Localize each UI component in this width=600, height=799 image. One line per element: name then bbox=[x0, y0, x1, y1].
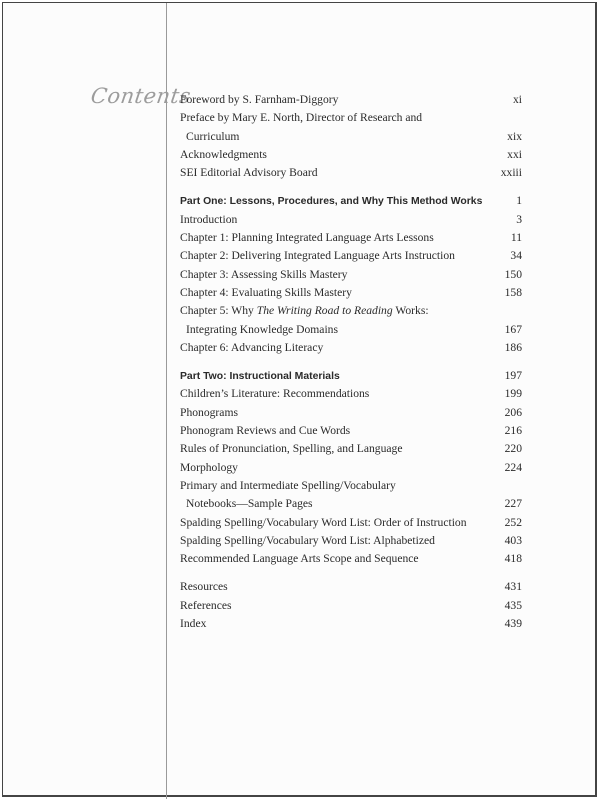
part-heading bbox=[180, 192, 522, 210]
entry-page: 435 bbox=[504, 598, 522, 612]
entry-title: Children’s Literature: Recommendations bbox=[180, 387, 370, 401]
entry-page: 206 bbox=[504, 405, 522, 419]
table-of-contents bbox=[180, 91, 522, 633]
entry-title: References bbox=[180, 598, 232, 612]
entry-title: SEI Editorial Advisory Board bbox=[180, 166, 318, 180]
toc-entry bbox=[180, 385, 522, 403]
entry-title: Recommended Language Arts Scope and Sequence bbox=[180, 552, 419, 566]
entry-page: 220 bbox=[504, 442, 522, 456]
entry-page: 439 bbox=[504, 617, 522, 631]
entry-page: 431 bbox=[504, 580, 522, 594]
toc-entry bbox=[180, 404, 522, 422]
entry-title: Spalding Spelling/Vocabulary Word List: Alphabetized bbox=[180, 533, 435, 547]
entry-page: xxi bbox=[507, 147, 522, 161]
entry-page: 167 bbox=[504, 322, 522, 336]
toc-entry bbox=[180, 532, 522, 550]
toc-entry bbox=[180, 302, 522, 320]
vertical-rule bbox=[166, 3, 167, 799]
entry-title-part: Chapter 5: Why bbox=[180, 304, 257, 318]
entry-title: Chapter 6: Advancing Literacy bbox=[180, 340, 324, 354]
entry-page: 224 bbox=[504, 460, 522, 474]
entry-page: 158 bbox=[504, 285, 522, 299]
toc-entry bbox=[180, 146, 522, 164]
entry-page: xi bbox=[512, 93, 522, 106]
entry-title: Resources bbox=[180, 580, 228, 594]
entry-page: 252 bbox=[504, 515, 522, 529]
toc-entry bbox=[180, 495, 522, 513]
entry-page: 199 bbox=[504, 387, 522, 401]
entry-page: xxiii bbox=[500, 166, 522, 180]
entry-title: Chapter 3: Assessing Skills Mastery bbox=[180, 267, 348, 281]
toc-entry bbox=[180, 339, 522, 357]
entry-page: 418 bbox=[504, 552, 522, 566]
toc-entry bbox=[180, 550, 522, 568]
entry-page: 186 bbox=[504, 340, 522, 354]
entry-title: Chapter 2: Delivering Integrated Language Arts Instruction bbox=[180, 249, 455, 263]
entry-title: Integrating Knowledge Domains bbox=[186, 322, 338, 336]
entry-title: Chapter 4: Evaluating Skills Mastery bbox=[180, 285, 352, 299]
toc-entry bbox=[180, 321, 522, 339]
entry-page: 3 bbox=[516, 212, 522, 226]
entry-title: Index bbox=[180, 617, 207, 631]
toc-entry bbox=[180, 164, 522, 182]
entry-page: 11 bbox=[510, 231, 522, 245]
toc-entry bbox=[180, 128, 522, 146]
entry-title: Phonograms bbox=[180, 405, 238, 419]
part-title: Part One: Lessons, Procedures, and Why This Method Works bbox=[180, 196, 483, 208]
entry-title: Foreword by S. Farnham-Diggory bbox=[180, 93, 339, 106]
toc-entry bbox=[180, 284, 522, 302]
part-title: Part Two: Instructional Materials bbox=[180, 371, 340, 383]
entry-title: Primary and Intermediate Spelling/Vocabulary bbox=[180, 478, 396, 492]
entry-page: 227 bbox=[504, 497, 522, 511]
entry-page: 34 bbox=[510, 249, 522, 263]
entry-title: Notebooks—Sample Pages bbox=[186, 497, 313, 511]
toc-entry bbox=[180, 615, 522, 633]
entry-title: Morphology bbox=[180, 460, 238, 474]
toc-entry bbox=[180, 422, 522, 440]
entry-page: 216 bbox=[504, 424, 522, 438]
entry-title-part: Works: bbox=[392, 304, 429, 318]
entry-title: Rules of Pronunciation, Spelling, and Language bbox=[180, 442, 403, 456]
entry-page: xix bbox=[507, 129, 522, 143]
toc-entry bbox=[180, 459, 522, 477]
toc-entry bbox=[180, 109, 522, 127]
entry-title: Spalding Spelling/Vocabulary Word List: Order of Instruction bbox=[180, 515, 467, 529]
part-page: 1 bbox=[516, 194, 522, 208]
part-heading bbox=[180, 367, 522, 385]
entry-title bbox=[180, 302, 429, 320]
toc-entry bbox=[180, 91, 522, 109]
part-page: 197 bbox=[504, 369, 522, 383]
toc-entry bbox=[180, 440, 522, 458]
entry-page: 403 bbox=[504, 533, 522, 547]
contents-heading: Contents bbox=[89, 84, 193, 108]
entry-page: 150 bbox=[504, 267, 522, 281]
toc-entry bbox=[180, 597, 522, 615]
toc-entry bbox=[180, 211, 522, 229]
entry-title: Phonogram Reviews and Cue Words bbox=[180, 424, 351, 438]
entry-title: Preface by Mary E. North, Director of Research and bbox=[180, 111, 423, 125]
entry-title: Curriculum bbox=[186, 129, 240, 143]
toc-entry bbox=[180, 578, 522, 596]
toc-entry bbox=[180, 247, 522, 265]
toc-entry bbox=[180, 477, 522, 495]
toc-entry bbox=[180, 229, 522, 247]
entry-title: Chapter 1: Planning Integrated Language Arts Lessons bbox=[180, 231, 434, 245]
toc-entry bbox=[180, 514, 522, 532]
book-page bbox=[2, 2, 597, 797]
entry-title: Acknowledgments bbox=[180, 147, 267, 161]
book-title-italic: The Writing Road to Reading bbox=[256, 304, 393, 318]
toc-entry bbox=[180, 266, 522, 284]
entry-title: Introduction bbox=[180, 212, 238, 226]
